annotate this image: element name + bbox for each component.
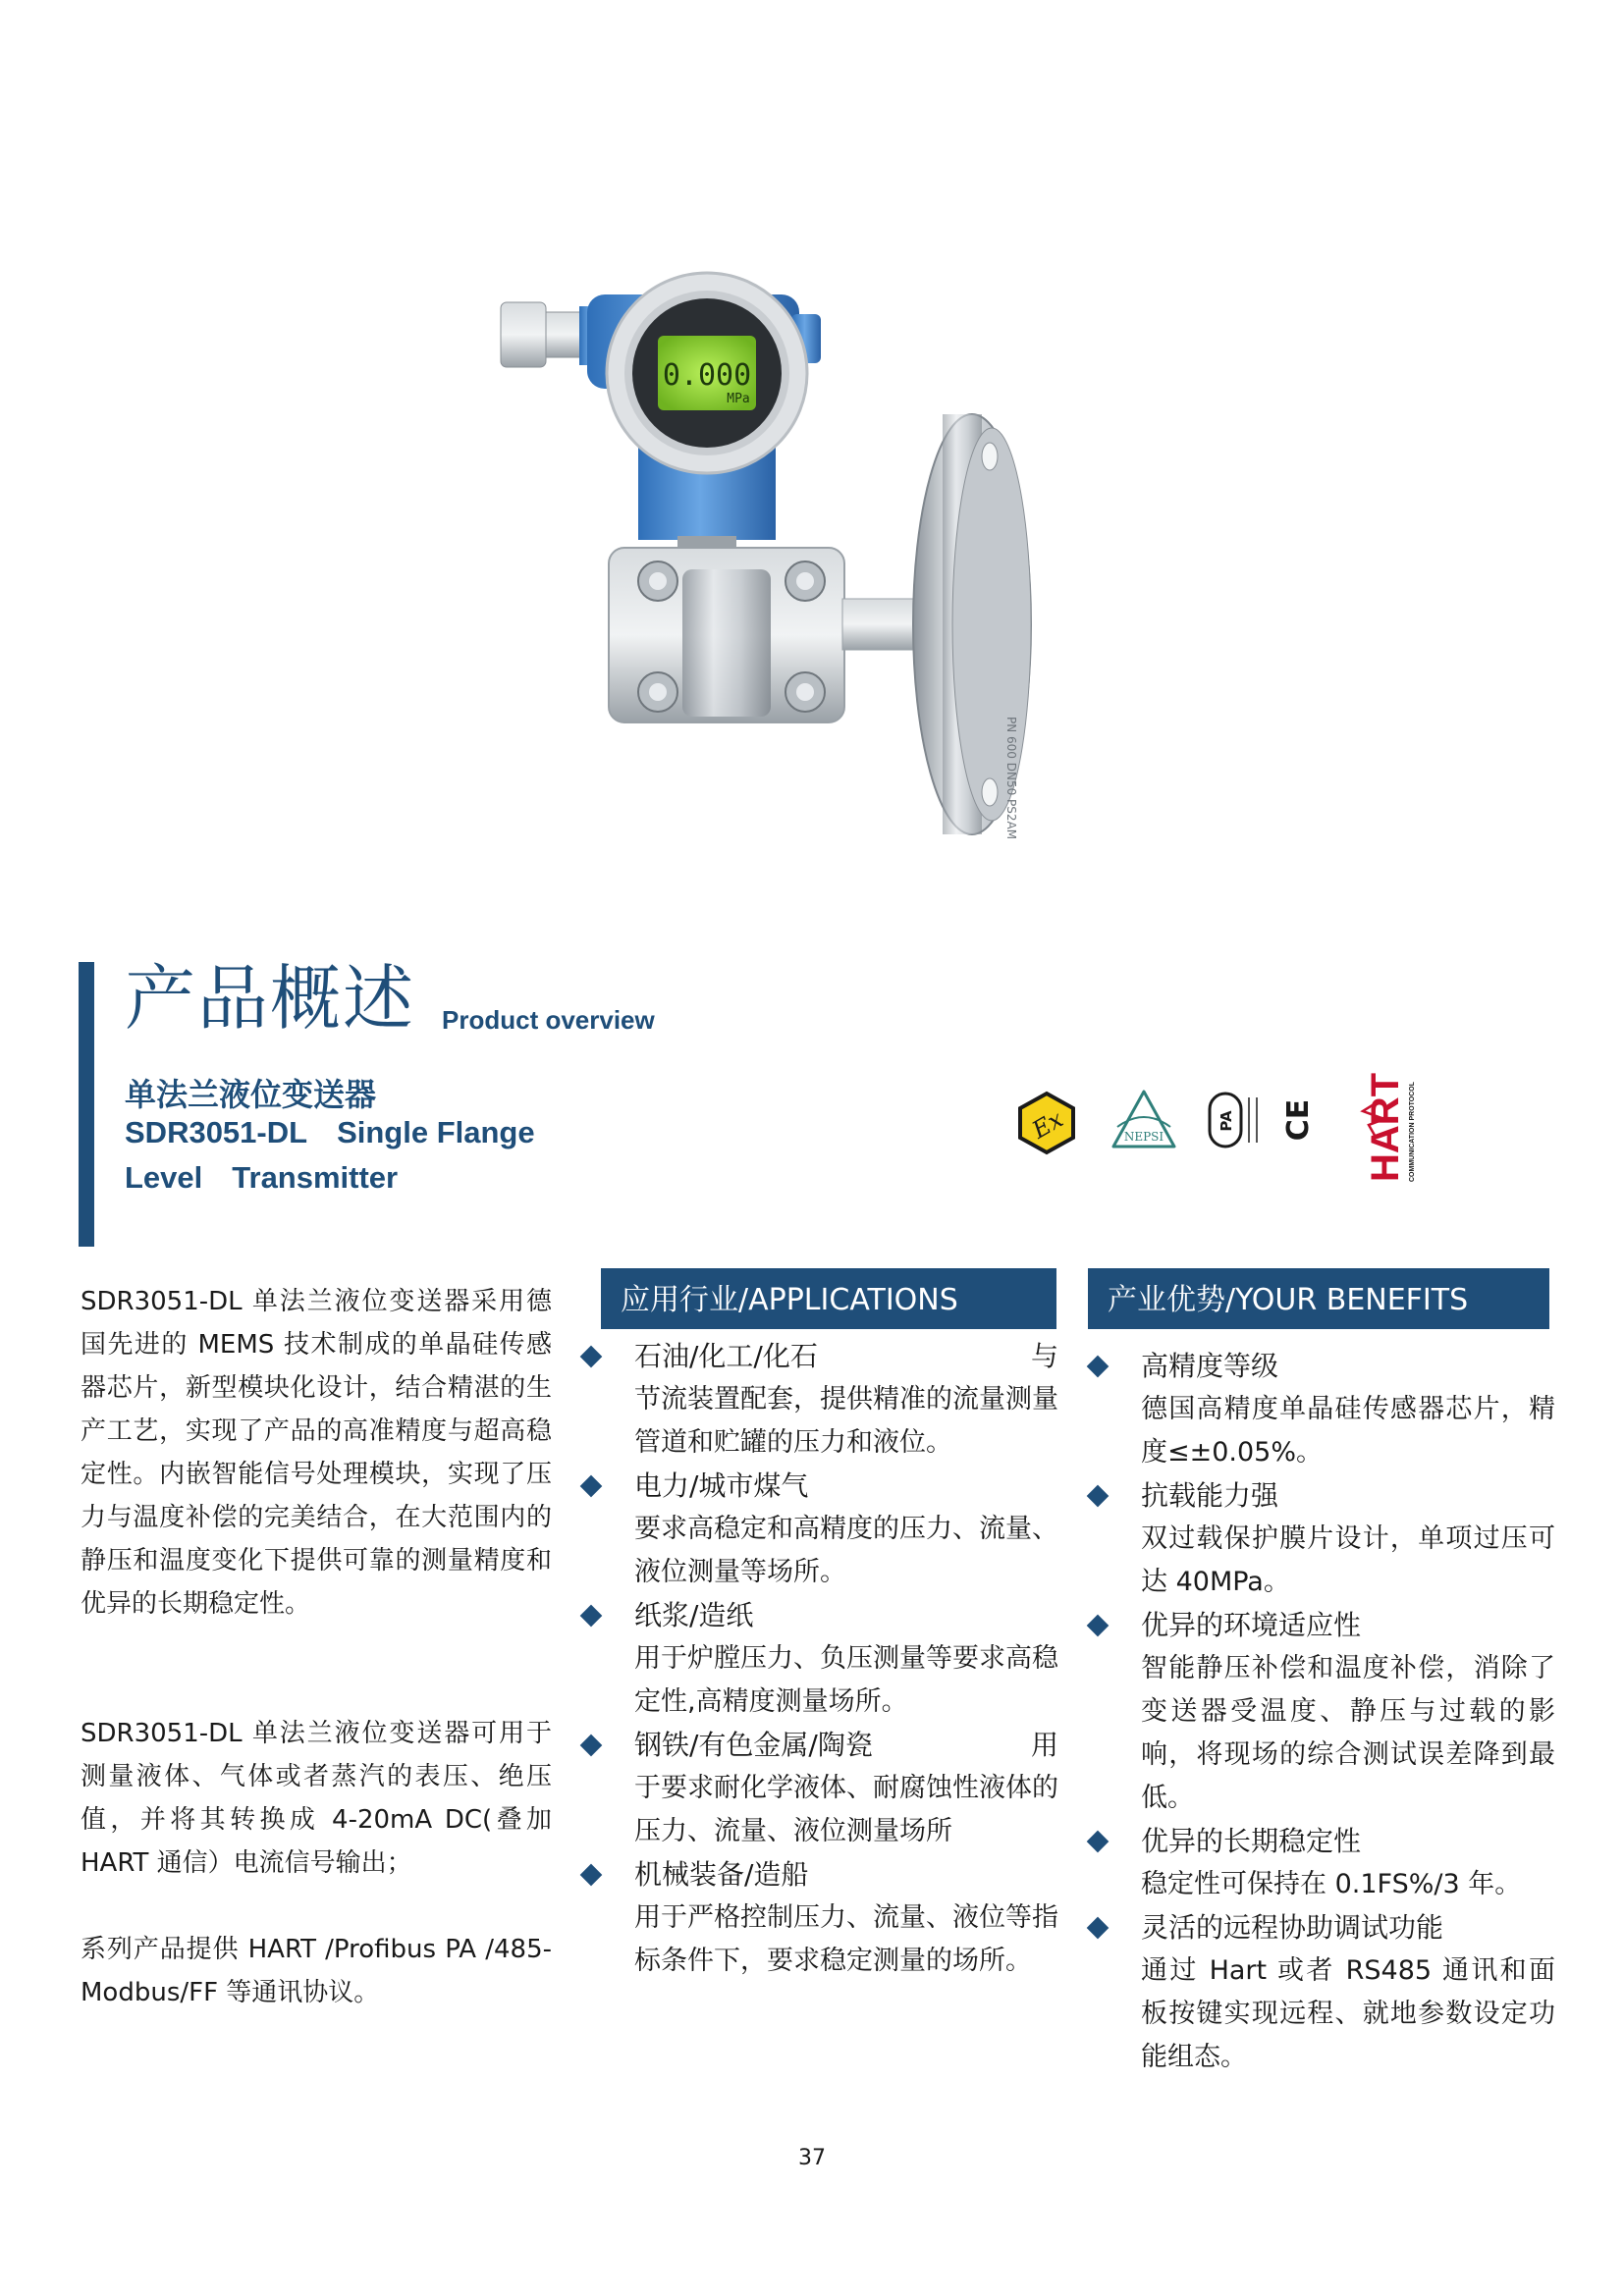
- product-model-line: [125, 1115, 535, 1150]
- app-title-1: 石油/化工/化石: [634, 1340, 818, 1372]
- product-name-en-1: Single Flange: [337, 1115, 535, 1149]
- pa-icon-text: PA: [1218, 1110, 1235, 1132]
- intro-paragraph-2: SDR3051-DL 单法兰液位变送器可用于测量液体、气体或者蒸汽的表压、绝压值，并将其转换成 4-20mA DC(叠加 HART 通信）电流信号输出；: [81, 1719, 552, 1878]
- overview-title: 产品概述: [125, 957, 416, 1040]
- diamond-bullet-icon: [1087, 1917, 1110, 1940]
- benefits-list: [1084, 1345, 1555, 2079]
- product-name-cn: 单法兰液位变送器: [125, 1076, 377, 1113]
- product-name-en-3: Transmitter: [232, 1160, 399, 1195]
- list-item-title: 优异的长期稳定性: [1141, 1825, 1362, 1857]
- list-item: [1084, 1820, 1555, 1906]
- list-item: [577, 1853, 1068, 1983]
- diamond-bullet-icon: [580, 1475, 603, 1498]
- diamond-bullet-icon: [1087, 1485, 1110, 1508]
- list-item: [1084, 1604, 1555, 1820]
- overview-accent-bar: [79, 962, 94, 1247]
- list-item-desc: 节流装置配套，提供精准的流量测量管道和贮罐的压力和液位。: [634, 1384, 1058, 1458]
- diamond-bullet-icon: [1087, 1615, 1110, 1637]
- list-item-title: 机械装备/造船: [634, 1858, 809, 1891]
- diamond-bullet-icon: [580, 1605, 603, 1628]
- applications-list: [577, 1335, 1068, 1983]
- list-item-desc: 于要求耐化学液体、耐腐蚀性液体的压力、流量、液位测量场所: [634, 1773, 1058, 1846]
- list-item-desc: 要求高稳定和高精度的压力、流量、液位测量等场所。: [634, 1514, 1058, 1587]
- list-item: [577, 1335, 1068, 1465]
- intro-paragraph-3: 系列产品提供 HART /Profibus PA /485-Modbus/FF 等通讯协议。: [81, 1935, 552, 2007]
- ce-icon: [1276, 1092, 1322, 1148]
- page-number: 37: [798, 2146, 826, 2170]
- list-item-title: [634, 1724, 1058, 1767]
- diamond-bullet-icon: [580, 1864, 603, 1887]
- lcd-value: 0.000: [662, 358, 752, 393]
- list-item-title: 优异的环境适应性: [1141, 1609, 1362, 1641]
- nepsi-icon-text: NEPSI: [1123, 1130, 1164, 1144]
- applications-header: 应用行业/APPLICATIONS: [601, 1268, 1056, 1329]
- list-item-title: [634, 1335, 1058, 1378]
- app-title-4: 钢铁/有色金属/陶瓷: [634, 1729, 873, 1761]
- pa-icon: [1206, 1088, 1265, 1152]
- ex-icon: [1017, 1092, 1076, 1154]
- intro-paragraph-1: SDR3051-DL 单法兰液位变送器采用德国先进的 MEMS 技术制成的单晶硅传感器芯片，新型模块化设计，结合精湛的生产工艺，实现了产品的高准精度与超高稳定性。内嵌智能信号处理模块，实现了压力与温度补偿的完美结合，在大范围内的静压和温度变化下提供可靠的测量精度和优异的长期稳定性。: [81, 1287, 552, 1619]
- diamond-bullet-icon: [1087, 1831, 1110, 1853]
- benefits-header: 产业优势/YOUR BENEFITS: [1088, 1268, 1549, 1329]
- app-title-4-tail: 用: [1030, 1729, 1058, 1761]
- diamond-bullet-icon: [580, 1346, 603, 1368]
- nepsi-icon: [1108, 1088, 1180, 1156]
- list-item: [577, 1594, 1068, 1724]
- product-name-en-2: Level: [125, 1160, 203, 1195]
- list-item: [577, 1724, 1068, 1853]
- ex-icon-text: Ex: [1027, 1104, 1068, 1145]
- list-item-desc: 双过载保护膜片设计，单项过压可达 40MPa。: [1141, 1523, 1555, 1597]
- list-item-title: 电力/城市煤气: [634, 1469, 809, 1502]
- list-item-desc: 智能静压补偿和温度补偿，消除了变送器受温度、静压与过载的影响，将现场的综合测试误差降到最低。: [1141, 1653, 1555, 1813]
- list-item-title: 抗载能力强: [1141, 1479, 1279, 1512]
- overview-title-en: Product overview: [442, 1005, 655, 1035]
- diamond-bullet-icon: [1087, 1356, 1110, 1378]
- list-item-desc: 德国高精度单晶硅传感器芯片，精度≤±0.05%。: [1141, 1394, 1555, 1468]
- product-model: SDR3051-DL: [125, 1115, 308, 1149]
- lcd-unit: MPa: [727, 392, 750, 406]
- list-item-desc: 稳定性可保持在 0.1FS%/3 年。: [1141, 1869, 1522, 1899]
- list-item-title: 高精度等级: [1141, 1350, 1279, 1382]
- app-title-1-tail: 与: [1030, 1340, 1058, 1372]
- list-item: [1084, 1345, 1555, 1474]
- diamond-bullet-icon: [580, 1735, 603, 1757]
- hart-icon-text: HART: [1364, 1072, 1407, 1182]
- list-item-desc: 用于严格控制压力、流量、液位等指标条件下，要求稳定测量的场所。: [634, 1902, 1058, 1976]
- hart-icon: [1364, 1042, 1428, 1200]
- list-item: [577, 1465, 1068, 1594]
- ce-icon-text: CE: [1281, 1098, 1316, 1142]
- list-item-desc: 用于炉膛压力、负压测量等要求高稳定性,高精度测量场所。: [634, 1643, 1058, 1717]
- list-item-desc: 通过 Hart 或者 RS485 通讯和面板按键实现远程、就地参数设定功能组态。: [1141, 1955, 1555, 2072]
- flange-marking: PN 600 DN50 PS2AM: [1004, 717, 1018, 840]
- list-item-title: 灵活的远程协助调试功能: [1141, 1911, 1444, 1944]
- list-item: [1084, 1474, 1555, 1604]
- hart-icon-subtext: COMMUNICATION PROTOCOL: [1409, 1081, 1416, 1182]
- product-image: [481, 275, 1070, 923]
- list-item-title: 纸浆/造纸: [634, 1599, 754, 1631]
- list-item: [1084, 1906, 1555, 2079]
- product-name-en-line: [125, 1160, 398, 1196]
